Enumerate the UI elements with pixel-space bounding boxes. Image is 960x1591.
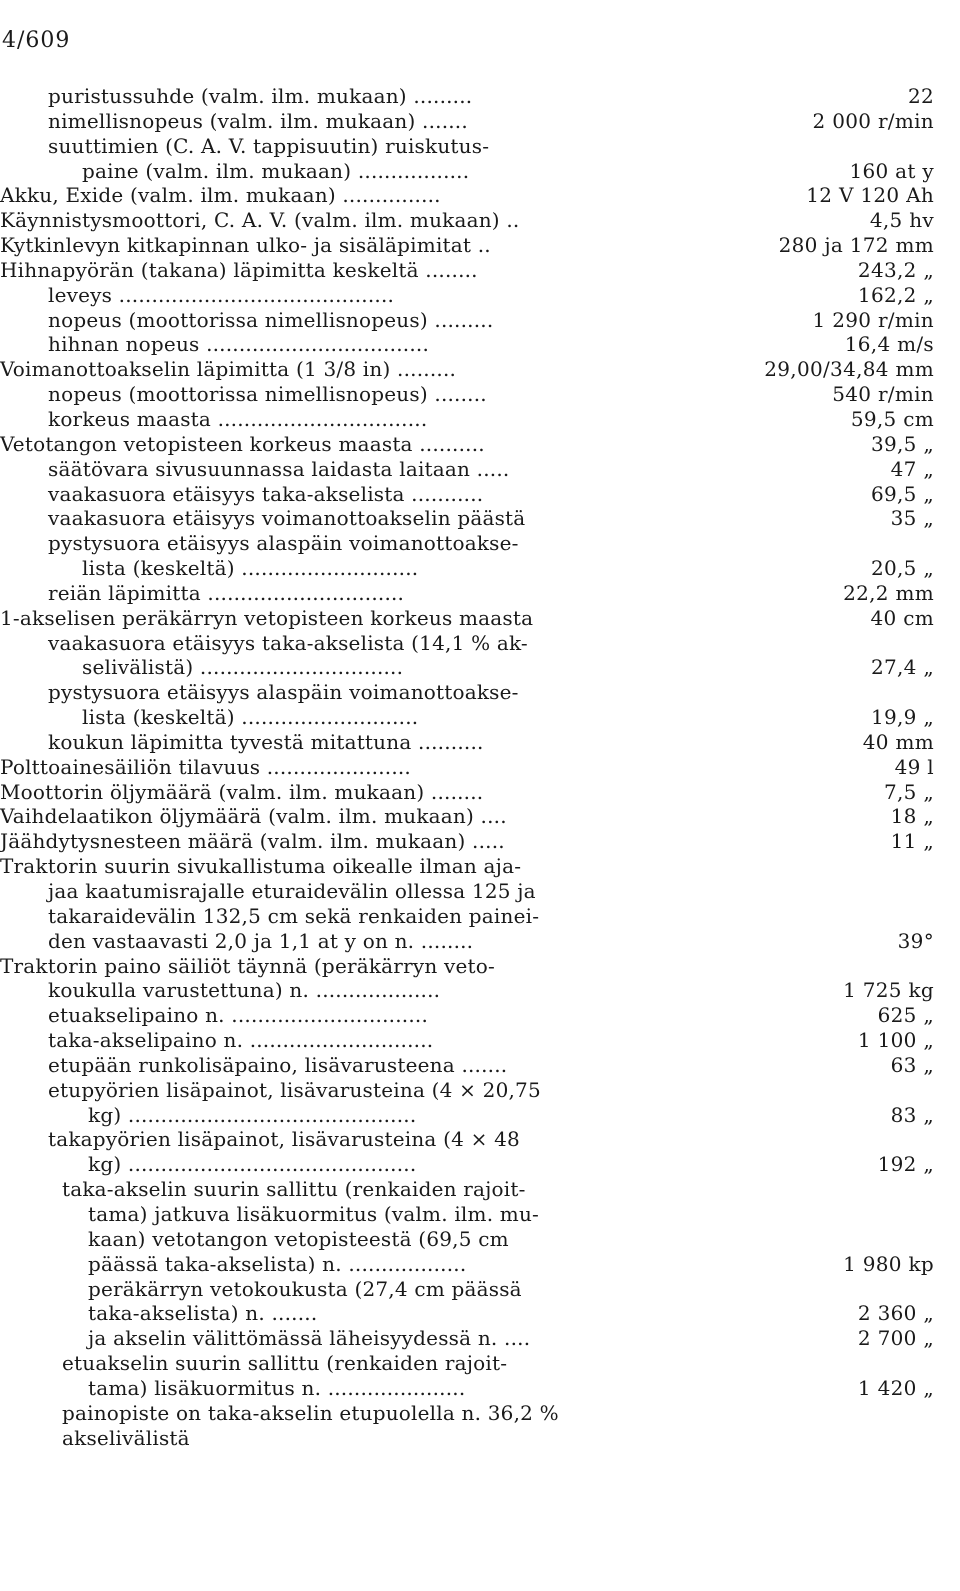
spec-row (0, 556, 960, 581)
spec-label: etupään runkolisäpaino, lisävarusteena ....... (48, 1052, 508, 1077)
spec-value: 59,5 cm (850, 406, 934, 431)
specification-list (0, 84, 960, 1450)
spec-row (0, 506, 960, 531)
spec-label: etupyörien lisäpainot, lisävarusteina (4 × 20,75 (48, 1077, 541, 1102)
spec-value: 40 cm (870, 605, 934, 630)
spec-value: 162,2 „ (857, 282, 934, 307)
spec-value: 35 „ (890, 506, 934, 531)
spec-row (0, 680, 960, 705)
page-number: 4/609 (2, 28, 71, 53)
spec-row (0, 233, 960, 258)
spec-label: jaa kaatumisrajalle eturaidevälin ollessa 125 ja (48, 879, 536, 903)
spec-row (0, 283, 960, 308)
spec-row (0, 159, 960, 184)
spec-label: taka-akselista) n. ....... (88, 1301, 318, 1326)
spec-value: 27,4 „ (870, 655, 934, 680)
spec-row (0, 1028, 960, 1053)
spec-value: 40 mm (862, 729, 934, 754)
spec-row (0, 1003, 960, 1028)
spec-row (0, 606, 960, 631)
spec-value: 39,5 „ (870, 431, 934, 456)
spec-row (0, 457, 960, 482)
spec-row (0, 1301, 960, 1326)
spec-label: selivälistä) ............................... (82, 655, 404, 680)
spec-row (0, 929, 960, 954)
spec-row (0, 705, 960, 730)
spec-label: hihnan nopeus .................................. (48, 332, 430, 357)
spec-label: pystysuora etäisyys alaspäin voimanottoakse- (48, 531, 519, 556)
spec-label: reiän läpimitta .............................. (48, 580, 405, 605)
spec-label: puristussuhde (valm. ilm. mukaan) ......... (48, 84, 473, 108)
spec-label: peräkärryn vetokoukusta (27,4 cm päässä (88, 1276, 522, 1301)
spec-row (0, 183, 960, 208)
spec-value: 2 360 „ (857, 1301, 934, 1326)
spec-value: 69,5 „ (870, 481, 934, 506)
spec-row (0, 730, 960, 755)
spec-label: etuakselipaino n. .............................. (48, 1003, 429, 1028)
spec-label: Traktorin suurin sivukallistuma oikealle ilman aja- (0, 854, 522, 879)
spec-row (0, 407, 960, 432)
spec-row (0, 804, 960, 829)
spec-label: paine (valm. ilm. mukaan) ................. (82, 158, 470, 183)
spec-row (0, 904, 960, 929)
spec-row (0, 755, 960, 780)
spec-label: Kytkinlevyn kitkapinnan ulko- ja sisäläpimitat .. (0, 233, 491, 258)
spec-row (0, 1376, 960, 1401)
spec-label: Vaihdelaatikon öljymäärä (valm. ilm. mukaan) .... (0, 804, 507, 829)
spec-row (0, 854, 960, 879)
spec-value: 22,2 mm (843, 580, 934, 605)
spec-value: 1 980 kp (843, 1251, 934, 1276)
spec-row (0, 1401, 960, 1426)
spec-row (0, 531, 960, 556)
spec-row (0, 382, 960, 407)
spec-row (0, 1078, 960, 1103)
spec-label: Polttoainesäiliön tilavuus ...................... (0, 754, 411, 779)
spec-label: Jäähdytysnesteen määrä (valm. ilm. mukaan) ..... (0, 829, 505, 854)
spec-label: vaakasuora etäisyys voimanottoakselin päästä (48, 506, 526, 531)
spec-label: Traktorin paino säiliöt täynnä (peräkärryn veto- (0, 953, 495, 978)
spec-label: etuakselin suurin sallittu (renkaiden rajoit- (62, 1351, 508, 1376)
spec-value: 1 725 kg (843, 978, 934, 1003)
spec-value: 83 „ (890, 1102, 934, 1127)
spec-row (0, 780, 960, 805)
spec-row (0, 879, 960, 904)
spec-label: kg) ............................................ (88, 1152, 417, 1177)
spec-row (0, 655, 960, 680)
spec-row (0, 1053, 960, 1078)
spec-label: kaan) vetotangon vetopisteestä (69,5 cm (88, 1226, 509, 1251)
spec-row (0, 1202, 960, 1227)
spec-row (0, 1127, 960, 1152)
spec-value: 29,00/34,84 mm (764, 357, 934, 382)
spec-label: Voimanottoakselin läpimitta (1 3/8 in) ......... (0, 357, 457, 382)
spec-label: ja akselin välittömässä läheisyydessä n. .... (88, 1326, 531, 1351)
spec-value: 22 (907, 84, 934, 108)
spec-label: taka-akselipaino n. ............................ (48, 1028, 434, 1053)
spec-value: 63 „ (890, 1052, 934, 1077)
spec-row (0, 1326, 960, 1351)
spec-label: Vetotangon vetopisteen korkeus maasta .......... (0, 431, 485, 456)
spec-label: suuttimien (C. A. V. tappisuutin) ruiskutus- (48, 133, 490, 158)
spec-value: 2 000 r/min (812, 108, 934, 133)
spec-row (0, 1152, 960, 1177)
spec-label: tama) lisäkuormitus n. ..................... (88, 1375, 466, 1400)
spec-value: 243,2 „ (857, 257, 934, 282)
spec-value: 20,5 „ (870, 556, 934, 581)
spec-label: taka-akselin suurin sallittu (renkaiden rajoit- (62, 1177, 526, 1202)
spec-value: 4,5 hv (869, 208, 934, 233)
spec-label: säätövara sivusuunnassa laidasta laitaan ..... (48, 456, 510, 481)
spec-label: den vastaavasti 2,0 ja 1,1 at y on n. ........ (48, 928, 474, 953)
spec-row (0, 308, 960, 333)
spec-row (0, 258, 960, 283)
spec-row (0, 954, 960, 979)
spec-value: 1 290 r/min (812, 307, 934, 332)
spec-row (0, 134, 960, 159)
spec-label: päässä taka-akselista) n. .................. (88, 1251, 467, 1276)
spec-value: 540 r/min (832, 382, 934, 407)
spec-label: Hihnapyörän (takana) läpimitta keskeltä ........ (0, 257, 478, 282)
spec-label: leveys .......................................... (48, 282, 395, 307)
spec-label: koukulla varustettuna) n. ................... (48, 978, 441, 1003)
spec-value: 49 l (894, 754, 934, 779)
spec-value: 19,9 „ (870, 705, 934, 730)
spec-row (0, 978, 960, 1003)
spec-value: 1 420 „ (857, 1375, 934, 1400)
spec-value: 2 700 „ (857, 1326, 934, 1351)
spec-row (0, 109, 960, 134)
spec-label: tama) jatkuva lisäkuormitus (valm. ilm. mu- (88, 1201, 540, 1226)
spec-value: 192 „ (877, 1152, 934, 1177)
spec-label: vaakasuora etäisyys taka-akselista ........... (48, 481, 484, 506)
spec-label: koukun läpimitta tyvestä mitattuna .......... (48, 729, 484, 754)
spec-label: nopeus (moottorissa nimellisnopeus) ......... (48, 307, 494, 332)
spec-row (0, 1252, 960, 1277)
spec-row (0, 1177, 960, 1202)
spec-row (0, 357, 960, 382)
spec-label: Moottorin öljymäärä (valm. ilm. mukaan) ........ (0, 779, 484, 804)
spec-row (0, 84, 960, 109)
spec-label: 1-akselisen peräkärryn vetopisteen korkeus maasta (0, 605, 534, 630)
spec-row (0, 1426, 960, 1451)
spec-label: painopiste on taka-akselin etupuolella n. 36,2 % (62, 1400, 559, 1425)
spec-row (0, 332, 960, 357)
spec-label: pystysuora etäisyys alaspäin voimanottoakse- (48, 680, 519, 705)
spec-row (0, 208, 960, 233)
spec-row (0, 1103, 960, 1128)
spec-value: 11 „ (890, 829, 934, 854)
spec-label: Käynnistysmoottori, C. A. V. (valm. ilm. mukaan) .. (0, 208, 520, 233)
spec-value: 1 100 „ (857, 1028, 934, 1053)
spec-label: nopeus (moottorissa nimellisnopeus) ........ (48, 382, 487, 407)
spec-value: 280 ja 172 mm (778, 233, 934, 258)
spec-row (0, 482, 960, 507)
spec-label: nimellisnopeus (valm. ilm. mukaan) ....... (48, 108, 468, 133)
spec-row (0, 432, 960, 457)
spec-label: vaakasuora etäisyys taka-akselista (14,1 % ak- (48, 630, 528, 655)
spec-value: 47 „ (890, 456, 934, 481)
spec-label: korkeus maasta ................................ (48, 406, 428, 431)
spec-label: takaraidevälin 132,5 cm sekä renkaiden painei- (48, 903, 540, 928)
spec-label: takapyörien lisäpainot, lisävarusteina (4 × 48 (48, 1127, 520, 1152)
spec-row (0, 581, 960, 606)
spec-label: lista (keskeltä) ........................... (82, 705, 419, 730)
spec-row (0, 1351, 960, 1376)
spec-row (0, 1277, 960, 1302)
spec-value: 18 „ (890, 804, 934, 829)
spec-value: 16,4 m/s (844, 332, 934, 357)
spec-value: 12 V 120 Ah (806, 183, 934, 208)
spec-label: Akku, Exide (valm. ilm. mukaan) ............... (0, 183, 441, 208)
spec-value: 160 at y (849, 158, 934, 183)
spec-row (0, 631, 960, 656)
spec-label: kg) ............................................ (88, 1102, 417, 1127)
spec-label: lista (keskeltä) ........................... (82, 556, 419, 581)
spec-value: 625 „ (877, 1003, 934, 1028)
spec-label: akselivälistä (62, 1425, 190, 1450)
spec-row (0, 1227, 960, 1252)
spec-row (0, 829, 960, 854)
spec-value: 39° (897, 928, 934, 953)
spec-value: 7,5 „ (883, 779, 934, 804)
